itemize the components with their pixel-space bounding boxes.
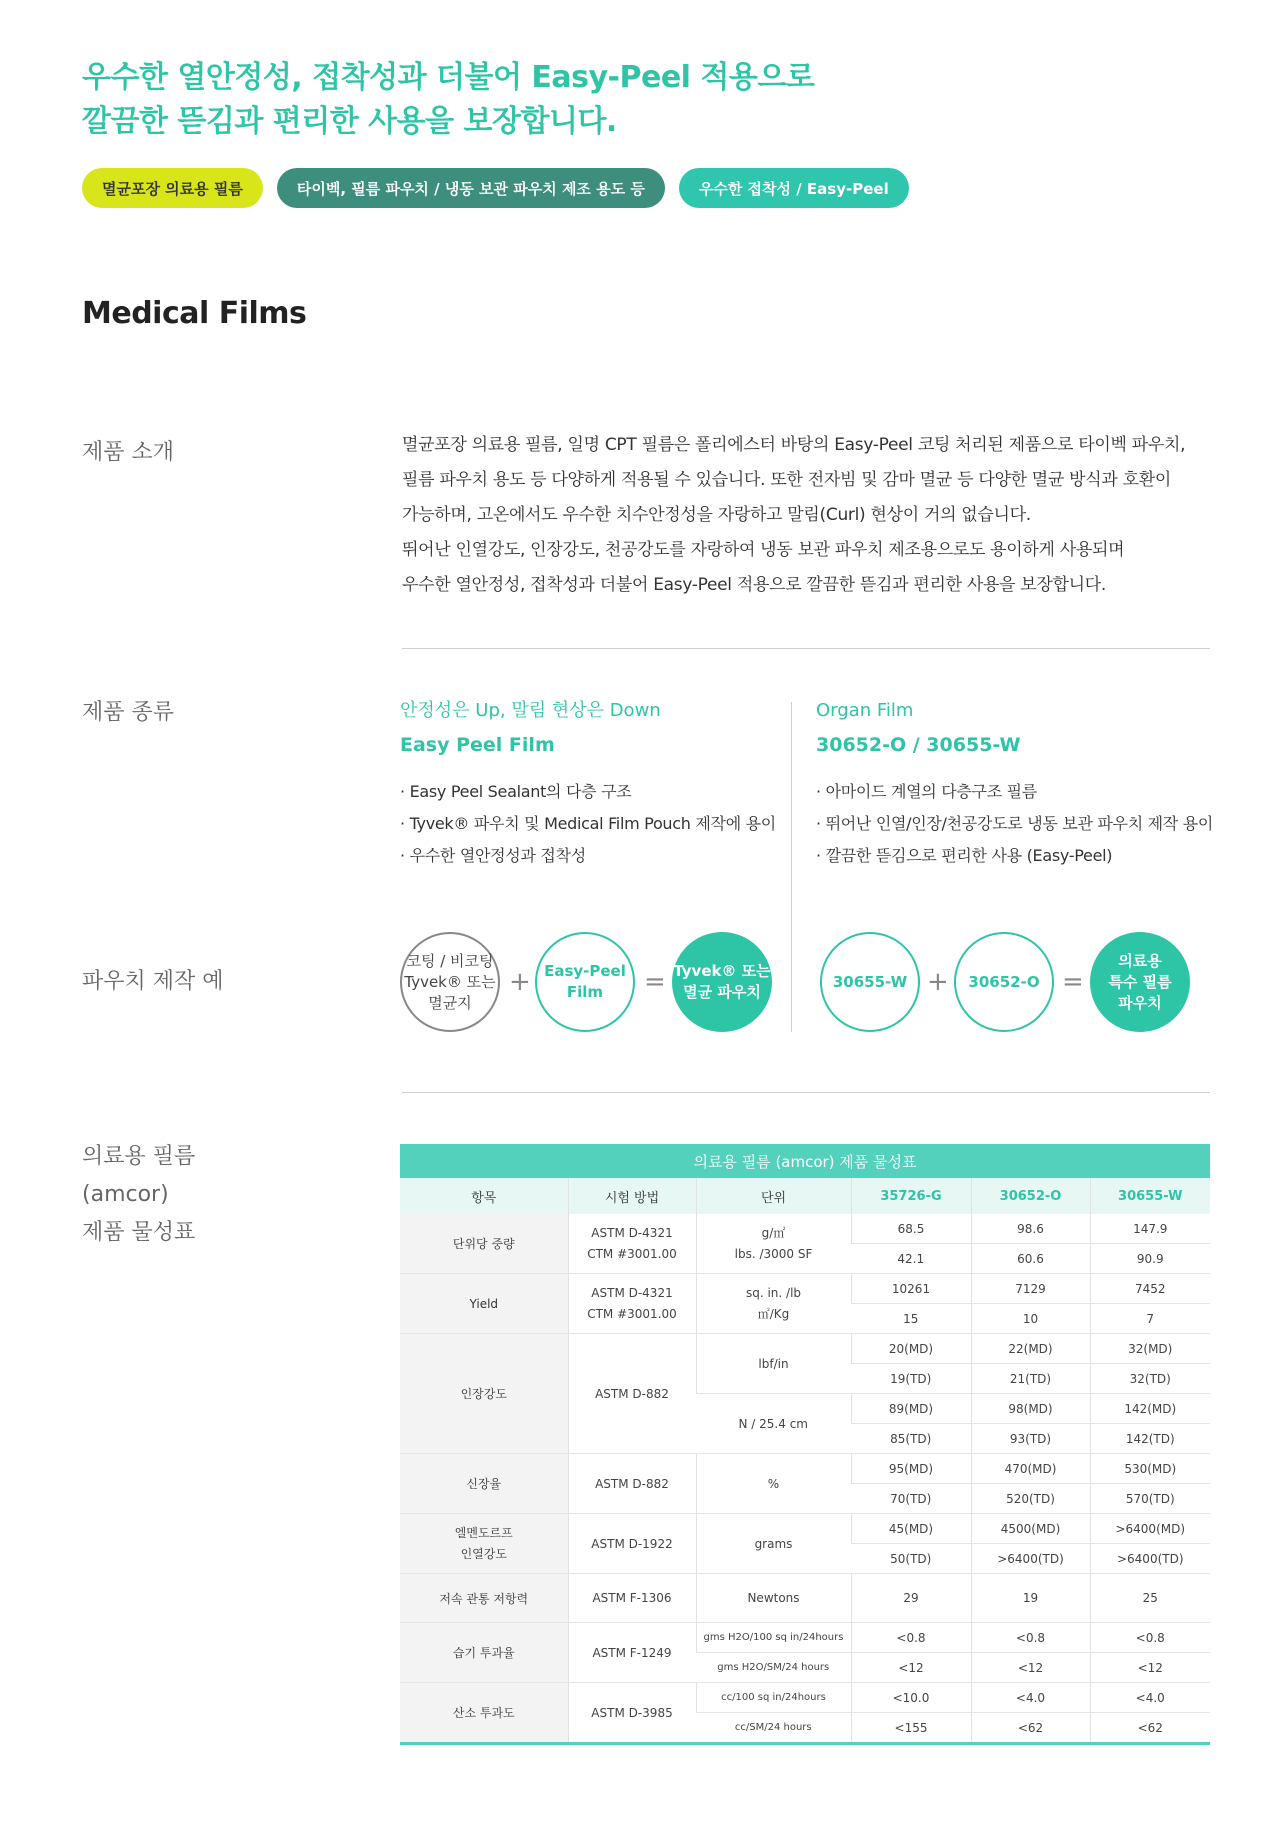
row-method: ASTM D-1922 [568, 1514, 696, 1574]
feature-item: · 아마이드 계열의 다층구조 필름 [816, 782, 1037, 801]
label-intro: 제품 소개 [82, 440, 175, 465]
product-subtitle: 안정성은 Up, 말림 현상은 Down [400, 700, 661, 721]
row-unit: N / 25.4 cm [696, 1394, 851, 1454]
cell: 98(MD) [971, 1394, 1090, 1424]
table-row [400, 1514, 1210, 1544]
cell: 50(TD) [851, 1544, 971, 1574]
cell: 85(TD) [851, 1424, 971, 1454]
cell: 15 [851, 1304, 971, 1334]
row-unit: lbf/in [696, 1334, 851, 1394]
row-unit: g/㎡ lbs. /3000 SF [696, 1214, 851, 1274]
row-method: ASTM F-1306 [568, 1574, 696, 1623]
cell: 20(MD) [851, 1334, 971, 1364]
cell: 42.1 [851, 1244, 971, 1274]
cell: 90.9 [1090, 1244, 1210, 1274]
table-row [400, 1454, 1210, 1484]
cell: 10 [971, 1304, 1090, 1334]
cell: <62 [1090, 1713, 1210, 1744]
cell: 32(MD) [1090, 1334, 1210, 1364]
product-name: 30652-O / 30655-W [816, 734, 1021, 756]
product-organ-film [816, 696, 1214, 872]
cell: 4500(MD) [971, 1514, 1090, 1544]
plus-sign: + [509, 967, 531, 997]
cell: 19 [971, 1574, 1090, 1623]
cell: 95(MD) [851, 1454, 971, 1484]
headline-line-2: 깔끔한 뜯김과 편리한 사용을 보장합니다. [82, 104, 617, 139]
cell: 21(TD) [971, 1364, 1090, 1394]
cell: <10.0 [851, 1683, 971, 1713]
row-method: ASTM D-4321 CTM #3001.00 [568, 1274, 696, 1334]
headline [82, 56, 814, 144]
tag-easy-peel: 우수한 접착성 / Easy-Peel [679, 168, 909, 208]
table-row [400, 1334, 1210, 1364]
divider [402, 648, 1210, 649]
header-item: 항목 [400, 1178, 568, 1214]
intro-line: 우수한 열안정성, 접착성과 더불어 Easy-Peel 적용으로 깔끔한 뜯김과 편리한 사용을 보장합니다. [402, 575, 1107, 595]
section-title: Medical Films [82, 296, 307, 331]
tag-sterile-medical-film: 멸균포장 의료용 필름 [82, 168, 263, 208]
cell: 520(TD) [971, 1484, 1090, 1514]
cell: 98.6 [971, 1214, 1090, 1244]
cell: 25 [1090, 1574, 1210, 1623]
table-row [400, 1623, 1210, 1653]
pouch-circle-special: 의료용 특수 필름 파우치 [1090, 932, 1190, 1032]
row-unit: cc/SM/24 hours [696, 1713, 851, 1744]
table-title: 의료용 필름 (amcor) 제품 물성표 [400, 1144, 1210, 1178]
cell: 45(MD) [851, 1514, 971, 1544]
intro-line: 뛰어난 인열강도, 인장강도, 천공강도를 자랑하여 냉동 보관 파우치 제조용으로도 용이하게 사용되며 [402, 540, 1125, 560]
row-unit: sq. in. /lb ㎡/Kg [696, 1274, 851, 1334]
label-table [82, 1138, 195, 1252]
row-item: 산소 투과도 [400, 1683, 568, 1744]
cell: <4.0 [1090, 1683, 1210, 1713]
header-30652o: 30652-O [971, 1178, 1090, 1214]
cell: >6400(TD) [971, 1544, 1090, 1574]
pouch-circle-30652o: 30652-O [954, 932, 1054, 1032]
feature-item: · 뛰어난 인열/인장/천공강도로 냉동 보관 파우치 제작 용이 [816, 814, 1214, 833]
cell: <155 [851, 1713, 971, 1744]
cell: 570(TD) [1090, 1484, 1210, 1514]
table-row [400, 1214, 1210, 1244]
row-unit: gms H2O/100 sq in/24hours [696, 1623, 851, 1653]
cell: 470(MD) [971, 1454, 1090, 1484]
equals-sign: = [1062, 967, 1084, 997]
row-method: ASTM D-882 [568, 1454, 696, 1514]
row-item: 저속 관통 저항력 [400, 1574, 568, 1623]
table-row [400, 1683, 1210, 1713]
cell: >6400(TD) [1090, 1544, 1210, 1574]
cell: 19(TD) [851, 1364, 971, 1394]
product-easy-peel [400, 696, 780, 872]
cell: 22(MD) [971, 1334, 1090, 1364]
headline-line-1: 우수한 열안정성, 접착성과 더불어 Easy-Peel 적용으로 [82, 60, 815, 95]
cell: <0.8 [1090, 1623, 1210, 1653]
cell: 89(MD) [851, 1394, 971, 1424]
pouch-circle-30655w: 30655-W [820, 932, 920, 1032]
header-method: 시험 방법 [568, 1178, 696, 1214]
equals-sign: = [644, 967, 666, 997]
cell: 93(TD) [971, 1424, 1090, 1454]
divider [402, 1092, 1210, 1093]
plus-sign: + [927, 967, 949, 997]
cell: 32(TD) [1090, 1364, 1210, 1394]
cell: <62 [971, 1713, 1090, 1744]
row-method: ASTM F-1249 [568, 1623, 696, 1683]
row-method: ASTM D-3985 [568, 1683, 696, 1744]
cell: 7452 [1090, 1274, 1210, 1304]
feature-item: · 우수한 열안정성과 접착성 [400, 846, 586, 865]
cell: 7 [1090, 1304, 1210, 1334]
product-name: Easy Peel Film [400, 734, 555, 756]
product-features [816, 776, 1214, 872]
row-item: Yield [400, 1274, 568, 1334]
row-item: 신장율 [400, 1454, 568, 1514]
row-unit: gms H2O/SM/24 hours [696, 1653, 851, 1683]
cell: 147.9 [1090, 1214, 1210, 1244]
table-row [400, 1574, 1210, 1623]
header-30655w: 30655-W [1090, 1178, 1210, 1214]
row-item: 인장강도 [400, 1334, 568, 1454]
feature-item: · 깔끔한 뜯김으로 편리한 사용 (Easy-Peel) [816, 846, 1113, 865]
tag-pouch-usage: 타이벡, 필름 파우치 / 냉동 보관 파우치 제조 용도 등 [277, 168, 665, 208]
intro-line: 멸균포장 의료용 필름, 일명 CPT 필름은 폴리에스터 바탕의 Easy-Peel 코팅 처리된 제품으로 타이벡 파우치, [402, 435, 1186, 455]
row-item: 엘멘도르프 인열강도 [400, 1514, 568, 1574]
cell: 68.5 [851, 1214, 971, 1244]
intro-line: 필름 파우치 용도 등 다양하게 적용될 수 있습니다. 또한 전자빔 및 감마 멸균 등 다양한 멸균 방식과 호환이 [402, 470, 1171, 490]
header-unit: 단위 [696, 1178, 851, 1214]
intro-line: 가능하며, 고온에서도 우수한 치수안정성을 자랑하고 말림(Curl) 현상이 거의 없습니다. [402, 505, 1031, 525]
cell: <4.0 [971, 1683, 1090, 1713]
table-header-row [400, 1178, 1210, 1214]
cell: <12 [1090, 1653, 1210, 1683]
intro-text [402, 428, 1222, 603]
tag-list [82, 168, 909, 208]
cell: >6400(MD) [1090, 1514, 1210, 1544]
pouch-circle-tyvek: 코팅 / 비코팅 Tyvek® 또는 멸균지 [400, 932, 500, 1032]
row-unit: grams [696, 1514, 851, 1574]
cell: 142(MD) [1090, 1394, 1210, 1424]
product-features [400, 776, 780, 872]
label-types: 제품 종류 [82, 700, 175, 725]
table-row [400, 1274, 1210, 1304]
product-subtitle: Organ Film [816, 700, 914, 721]
row-unit: Newtons [696, 1574, 851, 1623]
feature-item: · Easy Peel Sealant의 다층 구조 [400, 782, 632, 801]
pouch-circle-result: Tyvek® 또는 멸균 파우치 [672, 932, 772, 1032]
label-table-line: 의료용 필름 [82, 1144, 196, 1169]
cell: <0.8 [971, 1623, 1090, 1653]
header-35726g: 35726-G [851, 1178, 971, 1214]
cell: <12 [851, 1653, 971, 1683]
row-method: ASTM D-882 [568, 1334, 696, 1454]
label-pouch: 파우치 제작 예 [82, 969, 224, 994]
row-item: 단위당 중량 [400, 1214, 568, 1274]
cell: 70(TD) [851, 1484, 971, 1514]
cell: 10261 [851, 1274, 971, 1304]
cell: 530(MD) [1090, 1454, 1210, 1484]
cell: 7129 [971, 1274, 1090, 1304]
vertical-divider [791, 702, 792, 1032]
cell: <0.8 [851, 1623, 971, 1653]
row-unit: % [696, 1454, 851, 1514]
cell: <12 [971, 1653, 1090, 1683]
cell: 29 [851, 1574, 971, 1623]
label-table-line: (amcor) [82, 1182, 169, 1207]
properties-table [400, 1144, 1210, 1745]
row-unit: cc/100 sq in/24hours [696, 1683, 851, 1713]
row-item: 습기 투과율 [400, 1623, 568, 1683]
row-method: ASTM D-4321 CTM #3001.00 [568, 1214, 696, 1274]
pouch-circle-easy-peel: Easy-Peel Film [535, 932, 635, 1032]
feature-item: · Tyvek® 파우치 및 Medical Film Pouch 제작에 용이 [400, 814, 776, 833]
label-table-line: 제품 물성표 [82, 1220, 196, 1245]
cell: 142(TD) [1090, 1424, 1210, 1454]
cell: 60.6 [971, 1244, 1090, 1274]
